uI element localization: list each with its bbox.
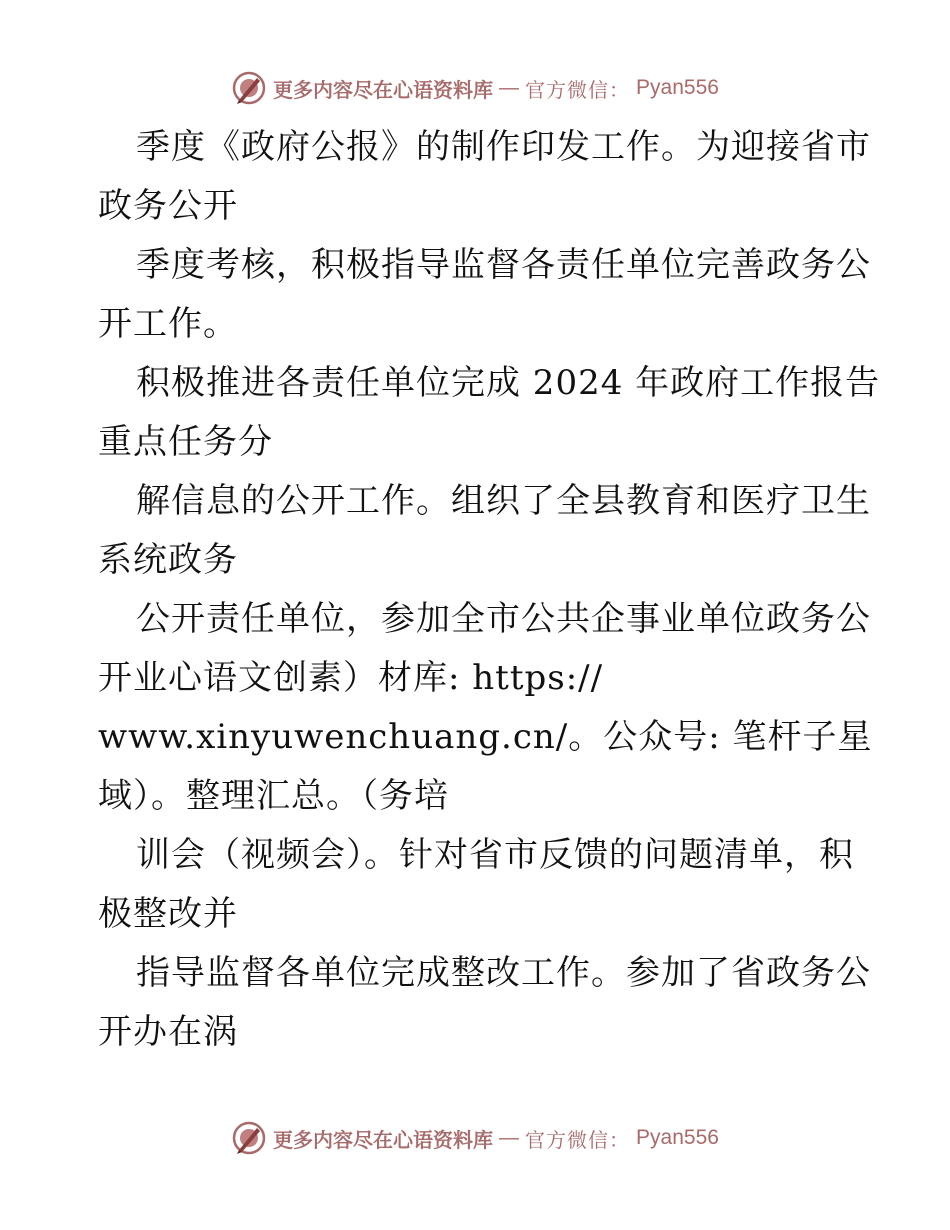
- body-line: 开业心语文创素）材库: https://: [98, 658, 604, 698]
- body-line: 极整改并: [98, 894, 238, 934]
- header-wechat-id: Pyan556: [636, 76, 719, 99]
- footer-wechat-label: 官方微信：: [525, 1127, 631, 1152]
- document-body: [98, 118, 881, 1062]
- header-wechat-label: 官方微信：: [525, 77, 631, 102]
- page-footer-banner: [0, 1120, 950, 1156]
- body-line: 系统政务: [98, 540, 238, 580]
- page-header-banner: [0, 70, 950, 106]
- body-line: 季度考核，积极指导监督各责任单位完善政务公: [136, 245, 871, 285]
- body-line: www.xinyuwenchuang.cn/。公众号: 笔杆子星: [98, 717, 873, 757]
- body-line: 公开责任单位，参加全市公共企事业单位政务公: [136, 599, 871, 639]
- body-line: 政务公开: [98, 186, 238, 226]
- body-line: 开办在涡: [98, 1012, 238, 1052]
- pen-circle-logo-icon: [231, 70, 267, 106]
- body-line: 解信息的公开工作。组织了全县教育和医疗卫生: [136, 481, 871, 521]
- body-line: 重点任务分: [98, 422, 273, 462]
- body-line: 指导监督各单位完成整改工作。参加了省政务公: [136, 953, 871, 993]
- body-line: 积极推进各责任单位完成 2024 年政府工作报告: [136, 363, 881, 403]
- body-line: 域）。整理汇总。（务培: [98, 776, 449, 816]
- footer-wechat-id: Pyan556: [636, 1126, 719, 1149]
- header-brand-text: 更多内容尽在心语资料库: [273, 77, 494, 102]
- body-line: 训会（视频会）。针对省市反馈的问题清单，积: [136, 835, 854, 875]
- footer-brand-text: 更多内容尽在心语资料库: [273, 1127, 494, 1152]
- footer-separator: —: [499, 1126, 520, 1149]
- header-separator: —: [499, 76, 520, 99]
- body-line: 开工作。: [98, 304, 238, 344]
- pen-circle-logo-icon: [231, 1120, 267, 1156]
- body-line: 季度《政府公报》的制作印发工作。为迎接省市: [136, 127, 871, 167]
